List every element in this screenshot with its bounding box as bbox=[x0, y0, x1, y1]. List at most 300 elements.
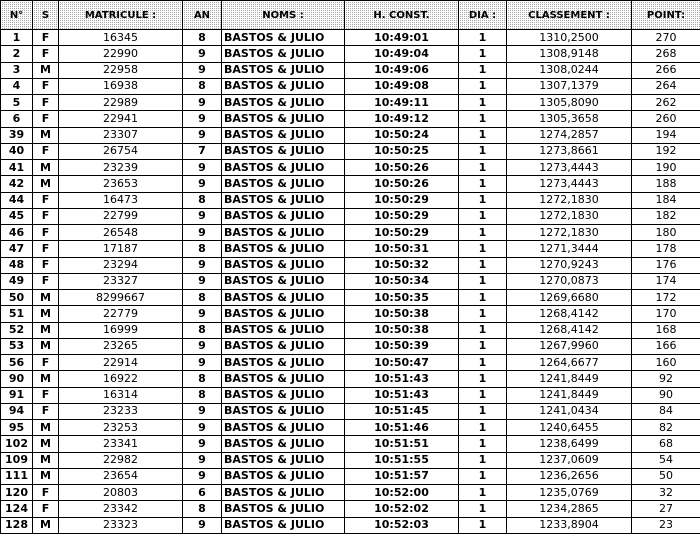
cell-sex: F bbox=[33, 403, 59, 419]
cell-points: 268 bbox=[632, 46, 700, 62]
cell-year: 8 bbox=[183, 290, 222, 306]
cell-year: 9 bbox=[183, 62, 222, 78]
cell-arrival-time: 10:49:12 bbox=[345, 111, 459, 127]
table-row bbox=[1, 436, 700, 452]
cell-sex: F bbox=[33, 273, 59, 289]
cell-arrival-time: 10:50:32 bbox=[345, 257, 459, 273]
cell-day: 1 bbox=[459, 192, 507, 208]
cell-classement: 1241,0434 bbox=[507, 403, 632, 419]
cell-sex: F bbox=[33, 46, 59, 62]
cell-names: BASTOS & JULIO bbox=[222, 403, 345, 419]
cell-day: 1 bbox=[459, 208, 507, 224]
cell-number: 50 bbox=[1, 290, 33, 306]
cell-number: 111 bbox=[1, 468, 33, 484]
cell-number: 39 bbox=[1, 127, 33, 143]
cell-classement: 1272,1830 bbox=[507, 192, 632, 208]
cell-classement: 1305,8090 bbox=[507, 95, 632, 111]
cell-sex: F bbox=[33, 501, 59, 517]
cell-day: 1 bbox=[459, 225, 507, 241]
cell-arrival-time: 10:51:55 bbox=[345, 452, 459, 468]
cell-day: 1 bbox=[459, 403, 507, 419]
table-row bbox=[1, 371, 700, 387]
cell-day: 1 bbox=[459, 127, 507, 143]
cell-classement: 1240,6455 bbox=[507, 420, 632, 436]
cell-number: 124 bbox=[1, 501, 33, 517]
cell-day: 1 bbox=[459, 485, 507, 501]
cell-names: BASTOS & JULIO bbox=[222, 143, 345, 159]
cell-matricule: 23653 bbox=[59, 176, 183, 192]
cell-day: 1 bbox=[459, 95, 507, 111]
cell-arrival-time: 10:50:39 bbox=[345, 338, 459, 354]
table-row bbox=[1, 387, 700, 403]
cell-points: 23 bbox=[632, 517, 700, 533]
cell-names: BASTOS & JULIO bbox=[222, 225, 345, 241]
cell-matricule: 16999 bbox=[59, 322, 183, 338]
cell-matricule: 22990 bbox=[59, 46, 183, 62]
cell-arrival-time: 10:51:51 bbox=[345, 436, 459, 452]
cell-year: 9 bbox=[183, 160, 222, 176]
cell-classement: 1308,9148 bbox=[507, 46, 632, 62]
table-row bbox=[1, 403, 700, 419]
cell-matricule: 22941 bbox=[59, 111, 183, 127]
header-number: N° bbox=[1, 1, 33, 30]
cell-classement: 1274,2857 bbox=[507, 127, 632, 143]
cell-sex: M bbox=[33, 371, 59, 387]
table-row bbox=[1, 468, 700, 484]
cell-names: BASTOS & JULIO bbox=[222, 452, 345, 468]
cell-day: 1 bbox=[459, 111, 507, 127]
cell-points: 190 bbox=[632, 160, 700, 176]
cell-points: 32 bbox=[632, 485, 700, 501]
cell-points: 170 bbox=[632, 306, 700, 322]
table-row bbox=[1, 338, 700, 354]
cell-points: 166 bbox=[632, 338, 700, 354]
cell-matricule: 26754 bbox=[59, 143, 183, 159]
cell-day: 1 bbox=[459, 468, 507, 484]
cell-number: 94 bbox=[1, 403, 33, 419]
cell-number: 2 bbox=[1, 46, 33, 62]
cell-arrival-time: 10:50:26 bbox=[345, 160, 459, 176]
table-row bbox=[1, 176, 700, 192]
cell-year: 8 bbox=[183, 387, 222, 403]
cell-matricule: 16345 bbox=[59, 30, 183, 46]
table-row bbox=[1, 257, 700, 273]
cell-classement: 1238,6499 bbox=[507, 436, 632, 452]
cell-sex: M bbox=[33, 62, 59, 78]
cell-names: BASTOS & JULIO bbox=[222, 176, 345, 192]
cell-names: BASTOS & JULIO bbox=[222, 387, 345, 403]
cell-day: 1 bbox=[459, 78, 507, 94]
cell-classement: 1241,8449 bbox=[507, 387, 632, 403]
table-row bbox=[1, 225, 700, 241]
header-names: NOMS : bbox=[222, 1, 345, 30]
cell-sex: F bbox=[33, 95, 59, 111]
cell-points: 172 bbox=[632, 290, 700, 306]
cell-year: 8 bbox=[183, 371, 222, 387]
cell-arrival-time: 10:50:29 bbox=[345, 208, 459, 224]
cell-sex: M bbox=[33, 338, 59, 354]
cell-matricule: 22914 bbox=[59, 355, 183, 371]
cell-number: 45 bbox=[1, 208, 33, 224]
cell-number: 120 bbox=[1, 485, 33, 501]
cell-arrival-time: 10:52:03 bbox=[345, 517, 459, 533]
table-row bbox=[1, 485, 700, 501]
cell-sex: F bbox=[33, 241, 59, 257]
cell-matricule: 22799 bbox=[59, 208, 183, 224]
cell-sex: M bbox=[33, 468, 59, 484]
table-row bbox=[1, 322, 700, 338]
cell-classement: 1273,4443 bbox=[507, 176, 632, 192]
cell-sex: M bbox=[33, 517, 59, 533]
cell-arrival-time: 10:50:38 bbox=[345, 306, 459, 322]
cell-names: BASTOS & JULIO bbox=[222, 78, 345, 94]
table-row bbox=[1, 241, 700, 257]
cell-year: 8 bbox=[183, 30, 222, 46]
cell-points: 188 bbox=[632, 176, 700, 192]
cell-year: 9 bbox=[183, 436, 222, 452]
cell-classement: 1310,2500 bbox=[507, 30, 632, 46]
cell-day: 1 bbox=[459, 290, 507, 306]
cell-matricule: 23265 bbox=[59, 338, 183, 354]
cell-day: 1 bbox=[459, 517, 507, 533]
cell-matricule: 23294 bbox=[59, 257, 183, 273]
cell-points: 50 bbox=[632, 468, 700, 484]
cell-day: 1 bbox=[459, 241, 507, 257]
cell-year: 9 bbox=[183, 127, 222, 143]
cell-number: 91 bbox=[1, 387, 33, 403]
header-day: DIA : bbox=[459, 1, 507, 30]
cell-points: 184 bbox=[632, 192, 700, 208]
table-row bbox=[1, 62, 700, 78]
cell-number: 53 bbox=[1, 338, 33, 354]
cell-sex: F bbox=[33, 208, 59, 224]
header-year: AN bbox=[183, 1, 222, 30]
cell-names: BASTOS & JULIO bbox=[222, 322, 345, 338]
cell-points: 168 bbox=[632, 322, 700, 338]
cell-classement: 1270,0873 bbox=[507, 273, 632, 289]
cell-sex: M bbox=[33, 322, 59, 338]
cell-day: 1 bbox=[459, 62, 507, 78]
cell-number: 102 bbox=[1, 436, 33, 452]
cell-day: 1 bbox=[459, 436, 507, 452]
cell-matricule: 23253 bbox=[59, 420, 183, 436]
table-row bbox=[1, 290, 700, 306]
cell-year: 9 bbox=[183, 46, 222, 62]
cell-arrival-time: 10:50:31 bbox=[345, 241, 459, 257]
cell-names: BASTOS & JULIO bbox=[222, 241, 345, 257]
cell-year: 8 bbox=[183, 501, 222, 517]
table-row bbox=[1, 420, 700, 436]
cell-year: 9 bbox=[183, 517, 222, 533]
cell-day: 1 bbox=[459, 257, 507, 273]
cell-arrival-time: 10:49:08 bbox=[345, 78, 459, 94]
cell-names: BASTOS & JULIO bbox=[222, 355, 345, 371]
cell-classement: 1307,1379 bbox=[507, 78, 632, 94]
cell-classement: 1236,2656 bbox=[507, 468, 632, 484]
cell-classement: 1268,4142 bbox=[507, 322, 632, 338]
cell-classement: 1237,0609 bbox=[507, 452, 632, 468]
cell-points: 84 bbox=[632, 403, 700, 419]
cell-points: 160 bbox=[632, 355, 700, 371]
cell-classement: 1241,8449 bbox=[507, 371, 632, 387]
cell-names: BASTOS & JULIO bbox=[222, 338, 345, 354]
cell-classement: 1264,6677 bbox=[507, 355, 632, 371]
cell-day: 1 bbox=[459, 176, 507, 192]
cell-day: 1 bbox=[459, 322, 507, 338]
cell-day: 1 bbox=[459, 355, 507, 371]
table-row bbox=[1, 127, 700, 143]
cell-classement: 1234,2865 bbox=[507, 501, 632, 517]
cell-day: 1 bbox=[459, 160, 507, 176]
table-row bbox=[1, 452, 700, 468]
cell-year: 8 bbox=[183, 241, 222, 257]
cell-arrival-time: 10:50:26 bbox=[345, 176, 459, 192]
cell-year: 9 bbox=[183, 257, 222, 273]
cell-points: 92 bbox=[632, 371, 700, 387]
cell-number: 109 bbox=[1, 452, 33, 468]
cell-names: BASTOS & JULIO bbox=[222, 257, 345, 273]
cell-names: BASTOS & JULIO bbox=[222, 160, 345, 176]
cell-day: 1 bbox=[459, 46, 507, 62]
cell-number: 95 bbox=[1, 420, 33, 436]
cell-number: 51 bbox=[1, 306, 33, 322]
cell-points: 264 bbox=[632, 78, 700, 94]
cell-matricule: 23327 bbox=[59, 273, 183, 289]
header-matricule: MATRICULE : bbox=[59, 1, 183, 30]
cell-points: 90 bbox=[632, 387, 700, 403]
cell-number: 4 bbox=[1, 78, 33, 94]
cell-sex: F bbox=[33, 30, 59, 46]
cell-day: 1 bbox=[459, 273, 507, 289]
cell-day: 1 bbox=[459, 371, 507, 387]
cell-names: BASTOS & JULIO bbox=[222, 420, 345, 436]
cell-points: 262 bbox=[632, 95, 700, 111]
cell-points: 54 bbox=[632, 452, 700, 468]
cell-names: BASTOS & JULIO bbox=[222, 290, 345, 306]
table-row bbox=[1, 501, 700, 517]
cell-arrival-time: 10:51:46 bbox=[345, 420, 459, 436]
cell-year: 6 bbox=[183, 485, 222, 501]
cell-arrival-time: 10:50:29 bbox=[345, 225, 459, 241]
header-sex: S bbox=[33, 1, 59, 30]
cell-names: BASTOS & JULIO bbox=[222, 306, 345, 322]
cell-day: 1 bbox=[459, 501, 507, 517]
cell-matricule: 23233 bbox=[59, 403, 183, 419]
cell-arrival-time: 10:52:02 bbox=[345, 501, 459, 517]
cell-arrival-time: 10:51:57 bbox=[345, 468, 459, 484]
cell-day: 1 bbox=[459, 143, 507, 159]
cell-points: 174 bbox=[632, 273, 700, 289]
cell-names: BASTOS & JULIO bbox=[222, 501, 345, 517]
cell-year: 9 bbox=[183, 111, 222, 127]
cell-classement: 1271,3444 bbox=[507, 241, 632, 257]
cell-year: 7 bbox=[183, 143, 222, 159]
cell-matricule: 16314 bbox=[59, 387, 183, 403]
cell-classement: 1273,8661 bbox=[507, 143, 632, 159]
cell-classement: 1305,3658 bbox=[507, 111, 632, 127]
cell-names: BASTOS & JULIO bbox=[222, 62, 345, 78]
cell-number: 128 bbox=[1, 517, 33, 533]
cell-matricule: 23342 bbox=[59, 501, 183, 517]
cell-sex: F bbox=[33, 78, 59, 94]
cell-points: 176 bbox=[632, 257, 700, 273]
cell-arrival-time: 10:49:06 bbox=[345, 62, 459, 78]
cell-names: BASTOS & JULIO bbox=[222, 111, 345, 127]
cell-year: 9 bbox=[183, 273, 222, 289]
cell-number: 44 bbox=[1, 192, 33, 208]
cell-matricule: 22958 bbox=[59, 62, 183, 78]
cell-matricule: 23323 bbox=[59, 517, 183, 533]
cell-sex: F bbox=[33, 192, 59, 208]
cell-matricule: 8299667 bbox=[59, 290, 183, 306]
cell-classement: 1272,1830 bbox=[507, 225, 632, 241]
cell-sex: F bbox=[33, 257, 59, 273]
cell-sex: F bbox=[33, 111, 59, 127]
cell-matricule: 23239 bbox=[59, 160, 183, 176]
cell-matricule: 22989 bbox=[59, 95, 183, 111]
cell-day: 1 bbox=[459, 452, 507, 468]
cell-names: BASTOS & JULIO bbox=[222, 436, 345, 452]
cell-number: 47 bbox=[1, 241, 33, 257]
cell-points: 182 bbox=[632, 208, 700, 224]
cell-arrival-time: 10:50:35 bbox=[345, 290, 459, 306]
cell-sex: F bbox=[33, 143, 59, 159]
cell-year: 9 bbox=[183, 225, 222, 241]
cell-number: 41 bbox=[1, 160, 33, 176]
table-row bbox=[1, 111, 700, 127]
cell-sex: M bbox=[33, 306, 59, 322]
cell-points: 178 bbox=[632, 241, 700, 257]
cell-arrival-time: 10:50:34 bbox=[345, 273, 459, 289]
cell-year: 9 bbox=[183, 355, 222, 371]
cell-year: 9 bbox=[183, 403, 222, 419]
table-row bbox=[1, 78, 700, 94]
cell-sex: M bbox=[33, 127, 59, 143]
cell-arrival-time: 10:52:00 bbox=[345, 485, 459, 501]
cell-names: BASTOS & JULIO bbox=[222, 485, 345, 501]
cell-names: BASTOS & JULIO bbox=[222, 95, 345, 111]
cell-year: 9 bbox=[183, 306, 222, 322]
cell-names: BASTOS & JULIO bbox=[222, 30, 345, 46]
cell-number: 48 bbox=[1, 257, 33, 273]
cell-names: BASTOS & JULIO bbox=[222, 127, 345, 143]
cell-arrival-time: 10:51:43 bbox=[345, 387, 459, 403]
header-row bbox=[1, 1, 700, 30]
cell-number: 49 bbox=[1, 273, 33, 289]
cell-names: BASTOS & JULIO bbox=[222, 46, 345, 62]
cell-matricule: 16473 bbox=[59, 192, 183, 208]
table-row bbox=[1, 192, 700, 208]
cell-classement: 1270,9243 bbox=[507, 257, 632, 273]
table-row bbox=[1, 30, 700, 46]
table-row bbox=[1, 95, 700, 111]
cell-year: 9 bbox=[183, 468, 222, 484]
cell-classement: 1272,1830 bbox=[507, 208, 632, 224]
table-row bbox=[1, 273, 700, 289]
cell-sex: M bbox=[33, 160, 59, 176]
cell-number: 90 bbox=[1, 371, 33, 387]
cell-number: 6 bbox=[1, 111, 33, 127]
cell-points: 82 bbox=[632, 420, 700, 436]
cell-classement: 1267,9960 bbox=[507, 338, 632, 354]
cell-year: 9 bbox=[183, 338, 222, 354]
cell-sex: M bbox=[33, 436, 59, 452]
cell-sex: M bbox=[33, 176, 59, 192]
cell-sex: M bbox=[33, 420, 59, 436]
cell-names: BASTOS & JULIO bbox=[222, 468, 345, 484]
cell-matricule: 22982 bbox=[59, 452, 183, 468]
cell-points: 192 bbox=[632, 143, 700, 159]
cell-names: BASTOS & JULIO bbox=[222, 371, 345, 387]
cell-year: 9 bbox=[183, 95, 222, 111]
cell-points: 68 bbox=[632, 436, 700, 452]
table-row bbox=[1, 46, 700, 62]
cell-arrival-time: 10:51:45 bbox=[345, 403, 459, 419]
cell-matricule: 26548 bbox=[59, 225, 183, 241]
cell-sex: F bbox=[33, 225, 59, 241]
cell-matricule: 23341 bbox=[59, 436, 183, 452]
cell-points: 266 bbox=[632, 62, 700, 78]
cell-matricule: 22779 bbox=[59, 306, 183, 322]
cell-day: 1 bbox=[459, 306, 507, 322]
cell-points: 27 bbox=[632, 501, 700, 517]
cell-matricule: 20803 bbox=[59, 485, 183, 501]
cell-arrival-time: 10:50:24 bbox=[345, 127, 459, 143]
table-row bbox=[1, 143, 700, 159]
cell-classement: 1235,0769 bbox=[507, 485, 632, 501]
cell-year: 8 bbox=[183, 78, 222, 94]
cell-number: 5 bbox=[1, 95, 33, 111]
cell-points: 270 bbox=[632, 30, 700, 46]
cell-day: 1 bbox=[459, 387, 507, 403]
cell-number: 42 bbox=[1, 176, 33, 192]
cell-sex: F bbox=[33, 355, 59, 371]
cell-names: BASTOS & JULIO bbox=[222, 517, 345, 533]
cell-matricule: 17187 bbox=[59, 241, 183, 257]
cell-day: 1 bbox=[459, 338, 507, 354]
header-arrival-time: H. CONST. bbox=[345, 1, 459, 30]
cell-arrival-time: 10:50:47 bbox=[345, 355, 459, 371]
cell-year: 8 bbox=[183, 192, 222, 208]
cell-points: 180 bbox=[632, 225, 700, 241]
table-row bbox=[1, 355, 700, 371]
header-classement: CLASSEMENT : bbox=[507, 1, 632, 30]
cell-names: BASTOS & JULIO bbox=[222, 192, 345, 208]
cell-points: 260 bbox=[632, 111, 700, 127]
cell-arrival-time: 10:51:43 bbox=[345, 371, 459, 387]
cell-classement: 1233,8904 bbox=[507, 517, 632, 533]
table-row bbox=[1, 306, 700, 322]
cell-sex: F bbox=[33, 485, 59, 501]
cell-classement: 1273,4443 bbox=[507, 160, 632, 176]
cell-classement: 1308,0244 bbox=[507, 62, 632, 78]
cell-day: 1 bbox=[459, 420, 507, 436]
cell-matricule: 23654 bbox=[59, 468, 183, 484]
cell-arrival-time: 10:50:38 bbox=[345, 322, 459, 338]
cell-year: 9 bbox=[183, 176, 222, 192]
table-row bbox=[1, 208, 700, 224]
cell-matricule: 23307 bbox=[59, 127, 183, 143]
cell-year: 9 bbox=[183, 420, 222, 436]
table-row bbox=[1, 160, 700, 176]
cell-sex: F bbox=[33, 387, 59, 403]
cell-year: 8 bbox=[183, 322, 222, 338]
cell-matricule: 16938 bbox=[59, 78, 183, 94]
cell-points: 194 bbox=[632, 127, 700, 143]
cell-number: 1 bbox=[1, 30, 33, 46]
cell-classement: 1269,6680 bbox=[507, 290, 632, 306]
cell-names: BASTOS & JULIO bbox=[222, 273, 345, 289]
